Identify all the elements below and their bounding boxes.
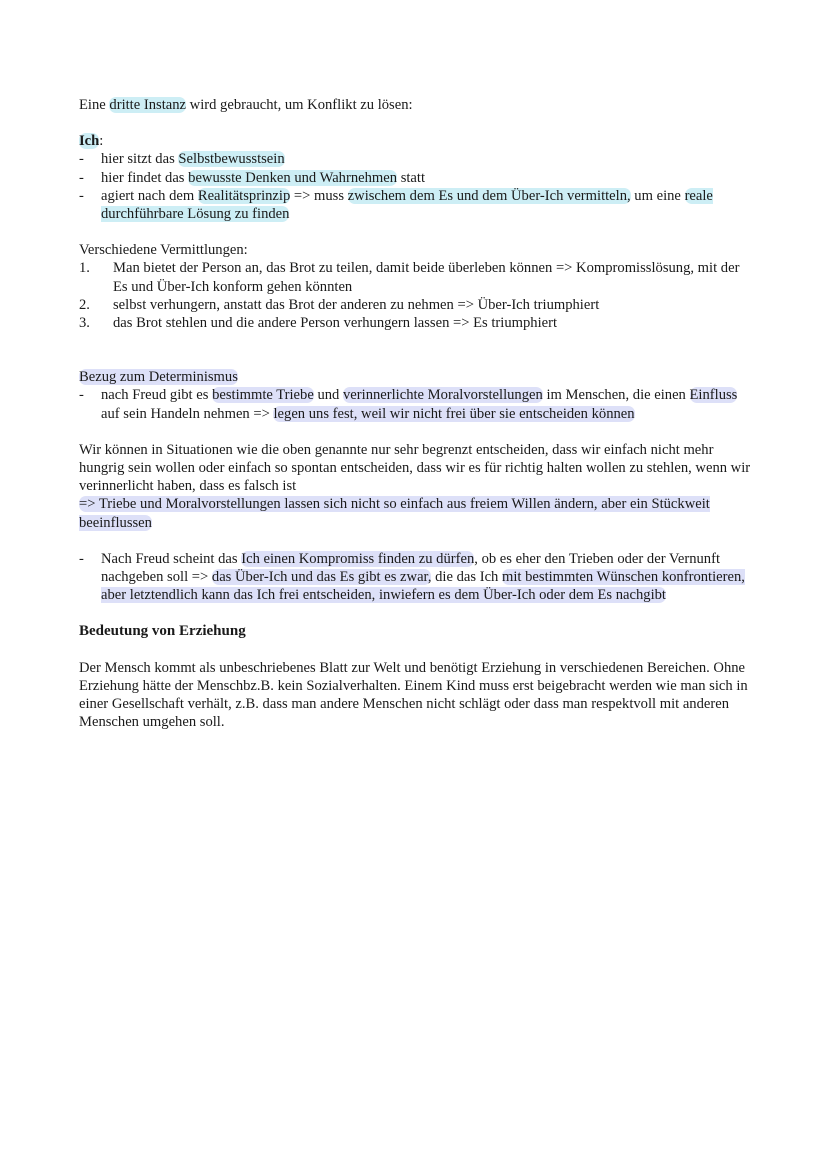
text: agiert nach dem — [101, 187, 198, 204]
dash-marker: - — [79, 187, 84, 204]
list-number: 2. — [79, 296, 90, 313]
freud-list — [79, 550, 751, 605]
list-item — [79, 150, 751, 168]
text: hier findet das — [101, 169, 189, 186]
text: auf sein Handeln nehmen => — [101, 405, 274, 422]
dash-marker: - — [79, 169, 84, 186]
highlight: bewusste Denken und Wahrnehmen — [188, 169, 398, 186]
highlight-dritte-instanz: dritte Instanz — [109, 97, 186, 113]
list-item — [79, 259, 751, 295]
list-item — [79, 169, 751, 187]
intro-text: wird gebraucht, um Konflikt zu lösen: — [186, 97, 413, 113]
text: die das Ich — [431, 569, 502, 586]
erziehung-heading: Bedeutung von Erziehung — [79, 623, 246, 640]
highlight: verinnerlichte Moralvorstellungen — [343, 387, 543, 404]
erziehung-paragraph: Der Mensch kommt als unbeschriebenes Blatt zur Welt und benötigt Erziehung in verschiedenen Bereichen. Ohne Erziehung hätte der Menschbz.B. kein Sozialverhalten. Einem Kind muss erst beigebracht werden wie man sich in einer Gesellschaft verhält, z.B. dass man andere Menschen nicht schlägt oder dass man respektvoll mit anderen Menschen umgehen soll. — [79, 659, 748, 731]
highlight: Bezug zum Determinismus — [79, 369, 238, 386]
text: das Brot stehlen und die andere Person verhungern lassen => Es triumphiert — [113, 315, 558, 332]
highlight: bestimmte Triebe — [212, 387, 314, 404]
intro-paragraph — [79, 96, 751, 114]
list-item — [79, 187, 751, 223]
text: , ob es eher den Trieben oder der Vernunft nachgeben soll => — [101, 550, 720, 586]
text: statt — [397, 169, 426, 186]
text: nach Freud gibt es — [101, 387, 213, 404]
highlight: mit bestimmten Wünschen konfrontieren, aber letztendlich kann das Ich frei entscheiden, inwiefern es dem Über-Ich oder dem Es nachgibt — [101, 569, 745, 604]
list-item — [79, 296, 751, 314]
determinismus-title — [79, 368, 751, 386]
text: Man bietet der Person an, das Brot zu teilen, damit beide überleben können => Kompromisslösung, mit der Es und Über-Ich konform gehen könnten — [113, 260, 740, 295]
text: Nach Freud scheint das — [101, 550, 242, 567]
ich-label: Ich — [79, 133, 100, 150]
list-number: 1. — [79, 260, 90, 277]
list-item — [79, 314, 751, 332]
list-item — [79, 550, 751, 605]
document-body — [79, 96, 751, 731]
text: um eine — [630, 187, 685, 204]
ich-heading — [79, 132, 751, 150]
text: und — [313, 387, 343, 404]
highlight: Realitätsprinzip — [197, 187, 291, 204]
highlight: Selbstbewusstsein — [178, 151, 285, 168]
dash-marker: - — [79, 550, 84, 567]
highlight: das Über-Ich und das Es gibt es zwar, — [211, 569, 432, 586]
text: im Menschen, die einen — [542, 387, 690, 404]
highlight: zwischem dem Es und dem Über-Ich vermitteln, — [347, 187, 631, 204]
highlight: reale durchführbare Lösung zu finden — [101, 187, 713, 223]
highlight: legen uns fest, weil wir nicht frei über sie entscheiden können — [273, 405, 635, 422]
text: selbst verhungern, anstatt das Brot der anderen zu nehmen => Über-Ich triumphiert — [113, 296, 600, 313]
intro-text: Eine — [79, 97, 110, 113]
text: Wir können in Situationen wie die oben genannte nur sehr begrenzt entscheiden, dass wir einfach nicht mehr hungrig sein wollen oder einfach so spontan entscheiden, dass wir es für richtig halten wollen zu stehlen, wenn wir verinnerlicht haben, dass es falsch ist — [79, 441, 751, 495]
list-number: 3. — [79, 315, 90, 332]
situationen-paragraph — [79, 441, 751, 532]
dash-marker: - — [79, 151, 84, 168]
determinismus-list — [79, 386, 751, 422]
text: => muss — [290, 187, 348, 204]
highlight: Ich einen Kompromiss finden zu dürfen — [241, 550, 475, 567]
vermittlungen-list — [79, 259, 751, 332]
text: hier sitzt das — [101, 151, 179, 168]
vermittlungen-title: Verschiedene Vermittlungen: — [79, 242, 248, 259]
ich-colon: : — [99, 133, 104, 150]
ich-list — [79, 150, 751, 223]
highlight: => Triebe und Moralvorstellungen lassen sich nicht so einfach aus freiem Willen ändern, aber ein Stückweit beeinflussen — [79, 496, 710, 531]
dash-marker: - — [79, 387, 84, 404]
list-item — [79, 386, 751, 422]
highlight: Einfluss — [689, 387, 738, 404]
